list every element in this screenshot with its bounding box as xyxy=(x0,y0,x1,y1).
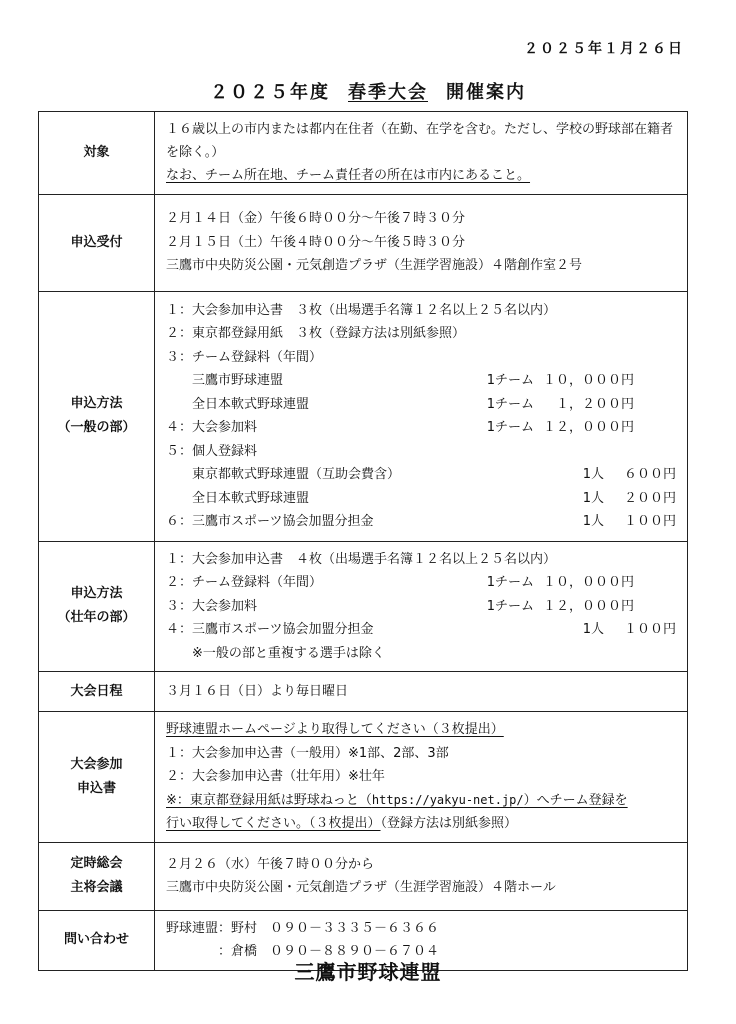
fee-price: １０，０００円 xyxy=(542,373,634,388)
label-schedule: 大会日程 xyxy=(39,672,155,712)
fee-unit: 1チーム xyxy=(486,373,534,388)
label-meeting-1: 定時総会 xyxy=(70,856,123,871)
general-fee-row xyxy=(166,393,681,417)
senior-note: ※一般の部と重複する選手は除く xyxy=(192,645,385,661)
reception-line: ２月１４日（金）午後６時００分～午後７時３０分 xyxy=(166,211,466,227)
content-senior xyxy=(155,541,688,672)
label-senior-1: 申込方法 xyxy=(70,586,123,602)
general-fee-row xyxy=(166,369,681,393)
form-line-5 xyxy=(166,812,681,836)
info-table xyxy=(38,111,688,971)
label-general-1: 申込方法 xyxy=(70,396,123,411)
meeting-line-1: ２月２６（水）午後７時００分から xyxy=(166,856,375,872)
form-line-5a: 行い取得してください。（３枚提出） xyxy=(166,816,381,831)
yakyu-net-link[interactable]: https://yakyu-net.jp/ xyxy=(371,792,524,807)
fee-name: ６：三鷹市スポーツ協会加盟分担金 xyxy=(166,514,374,529)
target-text: １６歳以上の市内または都内在住者（在勤、在学を含む。ただし、学校の野球部在籍者を除く。） xyxy=(166,122,674,160)
label-form xyxy=(39,712,155,843)
senior-item-2 xyxy=(166,571,681,595)
row-general xyxy=(39,291,688,541)
fee-unit: 1チーム xyxy=(486,420,534,435)
label-general-2: （一般の部） xyxy=(57,420,136,435)
fee-name: 三鷹市野球連盟 xyxy=(192,373,284,388)
document-date: ２０２５年１月２６日 xyxy=(524,41,684,57)
general-item-5: ５：個人登録料 xyxy=(166,443,258,459)
fee-unit: 1チーム xyxy=(486,598,534,614)
fee-unit: 1チーム xyxy=(486,396,534,412)
fee-price: １００円 xyxy=(623,622,676,637)
form-line-4b: ）へチーム登録を xyxy=(523,792,628,808)
fee-unit: 1人 xyxy=(582,467,604,482)
row-reception xyxy=(39,194,688,291)
row-meeting xyxy=(39,842,688,910)
general-fee-row xyxy=(166,463,681,487)
title-event: 春季大会 xyxy=(348,82,428,103)
fee-price: １，２００円 xyxy=(555,396,634,412)
content-form xyxy=(155,712,688,843)
content-meeting xyxy=(155,842,688,910)
fee-unit: 1人 xyxy=(582,490,604,506)
general-item-3: ３：チーム登録料（年間） xyxy=(166,349,323,365)
fee-name: ２：チーム登録料（年間） xyxy=(166,575,323,590)
form-line-3: ２：大会参加申込書（壮年用）※壮年 xyxy=(166,769,385,784)
label-general xyxy=(39,291,155,541)
fee-price: ６００円 xyxy=(623,467,676,482)
fee-unit: 1人 xyxy=(582,622,604,637)
row-target xyxy=(39,112,688,195)
form-line-4 xyxy=(166,789,681,813)
target-note: なお、チーム所在地、チーム責任者の所在は市内にあること。 xyxy=(166,168,531,183)
schedule-text: ３月１６日（日）より毎日曜日 xyxy=(166,683,349,699)
meeting-line-2: 三鷹市中央防災公園・元気創造プラザ（生涯学習施設）４階ホール xyxy=(166,880,556,895)
label-meeting-2: 主将会議 xyxy=(70,880,123,895)
senior-item-1: １：大会参加申込書 ４枚（出場選手名簿１２名以上２５名以内） xyxy=(166,551,557,567)
fee-name: 全日本軟式野球連盟 xyxy=(192,396,310,412)
contact-line-2: ：倉橋 ０９０－８８９０－６７０４ xyxy=(166,944,440,959)
label-reception: 申込受付 xyxy=(39,194,155,291)
label-form-2: 申込書 xyxy=(76,780,116,796)
title-year: ２０２５年度 xyxy=(210,82,330,103)
form-line-5b: （登録方法は別紙参照） xyxy=(380,816,518,831)
label-form-1: 大会参加 xyxy=(70,756,123,772)
general-fee-row xyxy=(166,487,681,511)
title-suffix: 開催案内 xyxy=(446,82,526,103)
senior-item-4 xyxy=(166,618,681,642)
fee-price: １２，０００円 xyxy=(542,598,634,614)
fee-price: ２００円 xyxy=(623,490,676,506)
fee-unit: 1人 xyxy=(582,514,604,529)
form-line-2: １：大会参加申込書（一般用）※1部、2部、3部 xyxy=(166,745,449,761)
form-line-4a: ※：東京都登録用紙は野球ねっと（ xyxy=(166,792,372,808)
content-reception xyxy=(155,194,688,291)
contact-line-1: 野球連盟：野村 ０９０－３３３５－６３６６ xyxy=(166,920,440,936)
organization-name: 三鷹市野球連盟 xyxy=(294,960,442,984)
fee-unit: 1チーム xyxy=(486,575,534,590)
row-senior xyxy=(39,541,688,672)
label-target: 対象 xyxy=(39,112,155,195)
reception-location: 三鷹市中央防災公園・元気創造プラザ（生涯学習施設）４階創作室２号 xyxy=(166,258,583,274)
label-contact: 問い合わせ xyxy=(39,910,155,970)
general-item-4 xyxy=(166,416,681,440)
fee-price: １０，０００円 xyxy=(542,575,634,590)
form-line-1: 野球連盟ホームページより取得してください（３枚提出） xyxy=(166,722,504,737)
label-meeting xyxy=(39,842,155,910)
general-item-2: ２：東京都登録用紙 ３枚（登録方法は別紙参照） xyxy=(166,326,466,341)
reception-line: ２月１５日（土）午後４時００分～午後５時３０分 xyxy=(166,234,466,250)
content-general xyxy=(155,291,688,541)
fee-name: ４：大会参加料 xyxy=(166,420,258,435)
fee-price: １２，０００円 xyxy=(542,420,634,435)
label-senior-2: （壮年の部） xyxy=(57,610,136,626)
fee-name: 東京都軟式野球連盟（互助会費含） xyxy=(192,467,401,482)
general-item-6 xyxy=(166,510,681,534)
content-schedule xyxy=(155,672,688,712)
row-schedule xyxy=(39,672,688,712)
content-target xyxy=(155,112,688,195)
fee-name: ３：大会参加料 xyxy=(166,598,258,614)
senior-item-3 xyxy=(166,595,681,619)
document-title xyxy=(0,78,736,104)
fee-name: ４：三鷹市スポーツ協会加盟分担金 xyxy=(166,622,374,637)
label-senior xyxy=(39,541,155,672)
fee-name: 全日本軟式野球連盟 xyxy=(192,490,310,506)
general-item-1: １：大会参加申込書 ３枚（出場選手名簿１２名以上２５名以内） xyxy=(166,302,557,318)
fee-price: １００円 xyxy=(623,514,676,529)
row-form xyxy=(39,712,688,843)
